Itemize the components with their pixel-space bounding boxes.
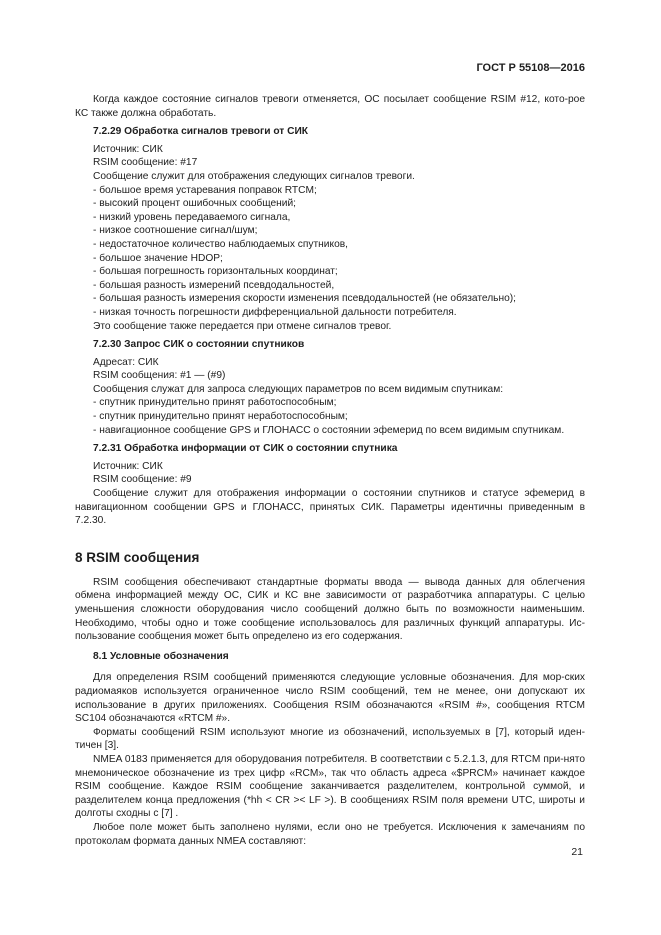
text-line: Адресат: СИК: [93, 356, 159, 368]
text-line: - большая погрешность горизонтальных координат;: [93, 266, 338, 278]
paragraph: Форматы сообщений RSIM используют многие из обозначений, используемых в [7], который иден-тичен [3].: [75, 726, 585, 752]
text-line: - спутник принудительно принят работоспособным;: [93, 397, 337, 409]
subsection-heading: 7.2.31 Обработка информации от СИК о состоянии спутника: [93, 443, 398, 455]
document-body: [75, 93, 585, 848]
text-line: RSIM сообщение: #9: [93, 474, 192, 486]
subsection-heading: 7.2.29 Обработка сигналов тревоги от СИК: [93, 126, 309, 138]
paragraph: Когда каждое состояние сигналов тревоги отменяется, ОС посылает сообщение RSIM #12, кото-рое КС также должна обработать.: [75, 94, 585, 119]
text-line: - высокий процент ошибочных сообщений;: [93, 198, 296, 210]
paragraph: Сообщение служит для отображения информации о состоянии спутников и статусе эфемерид в навигационном сообщении GPS и ГЛОНАСС, принятых СИК. Параметры идентичны приведенным в 7.2.30.: [75, 488, 585, 527]
text-line: Источник: СИК: [93, 143, 163, 155]
text-line: - недостаточное количество наблюдаемых спутников,: [93, 238, 348, 250]
text-line: Сообщения служат для запроса следующих параметров по всем видимым спутникам:: [93, 383, 504, 395]
paragraph: RSIM сообщения обеспечивают стандартные форматы ввода — вывода данных для облегчения обмена информацией между ОС, СИК и КС вне зависимости от разработчика аппаратуры. С целью уменьшения сложности оборудования число сообщений должно быть по возможности наименьшим. Необходимо, чтобы одно и тоже сообщение использовалось для различных функций аппаратуры. Ис-пользование сообщения может быть определено из его содержания.: [75, 576, 585, 643]
paragraph: Для определения RSIM сообщений применяются следующие условные обозначения. Для мор-ских радиомаяков используется ограниченное число RSIM сообщений, тем не менее, они допускают их использование в других приложениях. Сообщения RSIM обозначаются «RSIM #», сообщения RTCM SC104 обозначаются «RTCM #».: [75, 672, 585, 725]
chapter-heading: 8 RSIM сообщения: [75, 549, 200, 565]
paragraph: NMEA 0183 применяется для оборудования потребителя. В соответствии с 5.2.1.3, для RTCM при-нято мнемоническое обозначение из трех цифр «RCM», так что область адреса «$PRCM» начинает каждое RSIM сообщение. Каждое RSIM сообщение заканчивается разделителем, контрольной суммой, и разделителем конца предложения (*hh < CR >< LF >). В сообщениях RSIM поля времени UTC, широты и долготы сходны с [7] .: [75, 753, 585, 820]
text-line: - большое время устаревания поправок RTCM;: [93, 184, 317, 196]
paragraph: Любое поле может быть заполнено нулями, если оно не требуется. Исключения к замечаниям по протоколам формата данных NMEA составляют:: [75, 821, 585, 847]
text-line: - низкое соотношение сигнал/шум;: [93, 225, 258, 237]
text-line: RSIM сообщения: #1 — (#9): [93, 370, 226, 382]
text-line: - большая разность измерения скорости изменения псевдодальностей (не обязательно);: [93, 293, 516, 305]
text-line: - большая разность измерений псевдодальностей,: [93, 279, 335, 291]
text-line: - спутник принудительно принят неработоспособным;: [93, 411, 348, 423]
section-heading: 8.1 Условные обозначения: [93, 650, 229, 662]
standard-number: ГОСТ Р 55108—2016: [476, 62, 585, 74]
text-line: - низкая точность погрешности дифференциальной дальности потребителя.: [93, 306, 457, 318]
text-line: Сообщение служит для отображения следующих сигналов тревоги.: [93, 170, 415, 182]
text-line: RSIM сообщение: #17: [93, 157, 198, 169]
subsection-heading: 7.2.30 Запрос СИК о состоянии спутников: [93, 339, 305, 351]
page-number: 21: [571, 846, 583, 858]
text-line: Источник: СИК: [93, 460, 163, 472]
text-line: - большое значение HDOP;: [93, 252, 223, 264]
text-line: - навигационное сообщение GPS и ГЛОНАСС о состоянии эфемерид по всем видимым спутникам.: [93, 424, 565, 436]
text-line: - низкий уровень передаваемого сигнала,: [93, 211, 291, 223]
text-line: Это сообщение также передается при отмене сигналов тревог.: [93, 320, 392, 332]
